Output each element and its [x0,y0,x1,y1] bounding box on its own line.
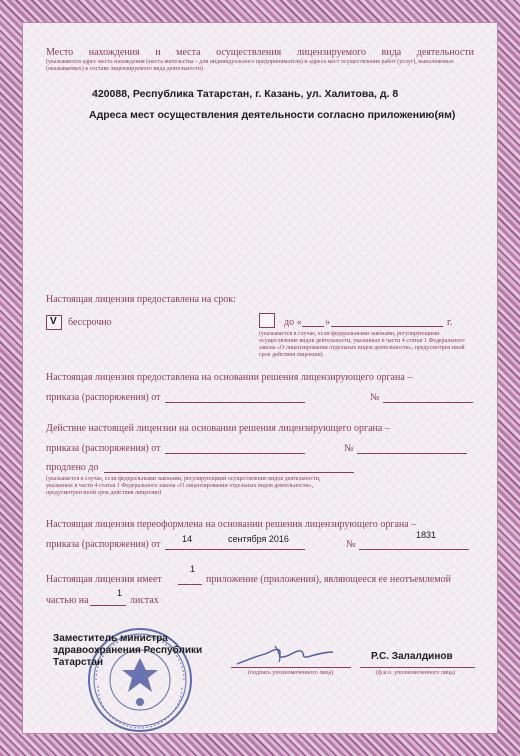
reissue-date-line [165,549,305,550]
until-month-line [331,326,443,327]
extended-until-label: продлено до [46,462,99,473]
signature-caption: (подпись уполномоченного лица) [248,670,334,676]
signature-image [235,640,335,670]
extension-number-line [357,453,467,454]
extension-line1: Действие настоящей лицензии на основании решения лицензирующего органа – [46,423,390,434]
signatory-name: Р.С. Залалдинов [371,651,453,662]
unlimited-check-mark: V [50,316,57,327]
basis-line1: Настоящая лицензия предоставлена на основании решения лицензирующего органа – [46,372,413,383]
signature-line [231,667,351,668]
appendix-count: 1 [190,564,196,574]
reissue-number-line [359,549,469,550]
appendix-line1-prefix: Настоящая лицензия имеет [46,574,162,585]
addresses-per-appendix: Адреса мест осуществления деятельности согласно приложению(ям) [89,109,456,121]
appendix-sheets-line [90,605,126,606]
reissue-number-sign: № [346,539,356,550]
location-heading: Место нахождения и места осуществления лицензируемого вида деятельности [46,47,474,58]
until-suffix: г. [447,317,453,328]
appendix-count-line [178,584,202,585]
until-checkbox [259,313,275,328]
until-prefix: до « [284,317,302,328]
extension-line2: приказа (распоряжения) от [46,443,161,454]
appendix-line2-suffix: листах [130,595,159,606]
appendix-line2-prefix: частью на [46,595,89,606]
basis-date-line [165,402,305,403]
reissue-number: 1831 [416,530,437,540]
appendix-line1-suffix: приложение (приложения), являющееся ее неотъемлемой [206,574,451,585]
appendix-sheets: 1 [117,588,123,598]
until-mid: » [325,317,330,328]
unlimited-label: бессрочно [68,317,112,328]
reissue-month-year: сентября 2016 [228,534,289,544]
basis-number-line [383,402,473,403]
extension-date-line [165,453,305,454]
name-line [360,667,475,668]
address-line: 420088, Республика Татарстан, г. Казань, ул. Халитова, д. 8 [92,88,399,100]
name-caption: (ф.и.о. уполномоченного лица) [376,670,455,676]
extension-note: (указывается в случае, если федеральными законами, регулирующими осуществление видов деятельности, указанных в части 4 статьи 1 Федерального закона «О лицензировании отдельных видов деятельности», предусмотрен иной срок действия лицензии) [46,476,321,496]
basis-number-sign: № [370,392,380,403]
term-heading: Настоящая лицензия предоставлена на срок: [46,294,236,305]
until-day-line [302,326,324,327]
location-note: (указываются адрес места нахождения (места жительства – для индивидуального предпринимателя) и адреса мест осуществления работ (услуг), выполняемых (оказываемых) в составе лицензируемого вида деятельности) [46,59,454,72]
extended-until-line [104,472,354,473]
reissue-line2: приказа (распоряжения) от [46,539,161,550]
basis-line2: приказа (распоряжения) от [46,392,161,403]
extension-number-sign: № [344,443,354,454]
reissue-day: 14 [182,534,193,544]
reissue-line1: Настоящая лицензия переоформлена на основании решения лицензирующего органа – [46,519,417,530]
until-note: (указывается в случае, если федеральными законами, регулирующими осуществление видов деятельности, указанных в части 4 статьи 1 Федерального закона «О лицензировании отдельных видов деятельности», предусмотрен иной срок действия лицензии) [259,331,465,358]
signatory-position: Заместитель министра здравоохранения Республики Татарстан [53,633,203,668]
